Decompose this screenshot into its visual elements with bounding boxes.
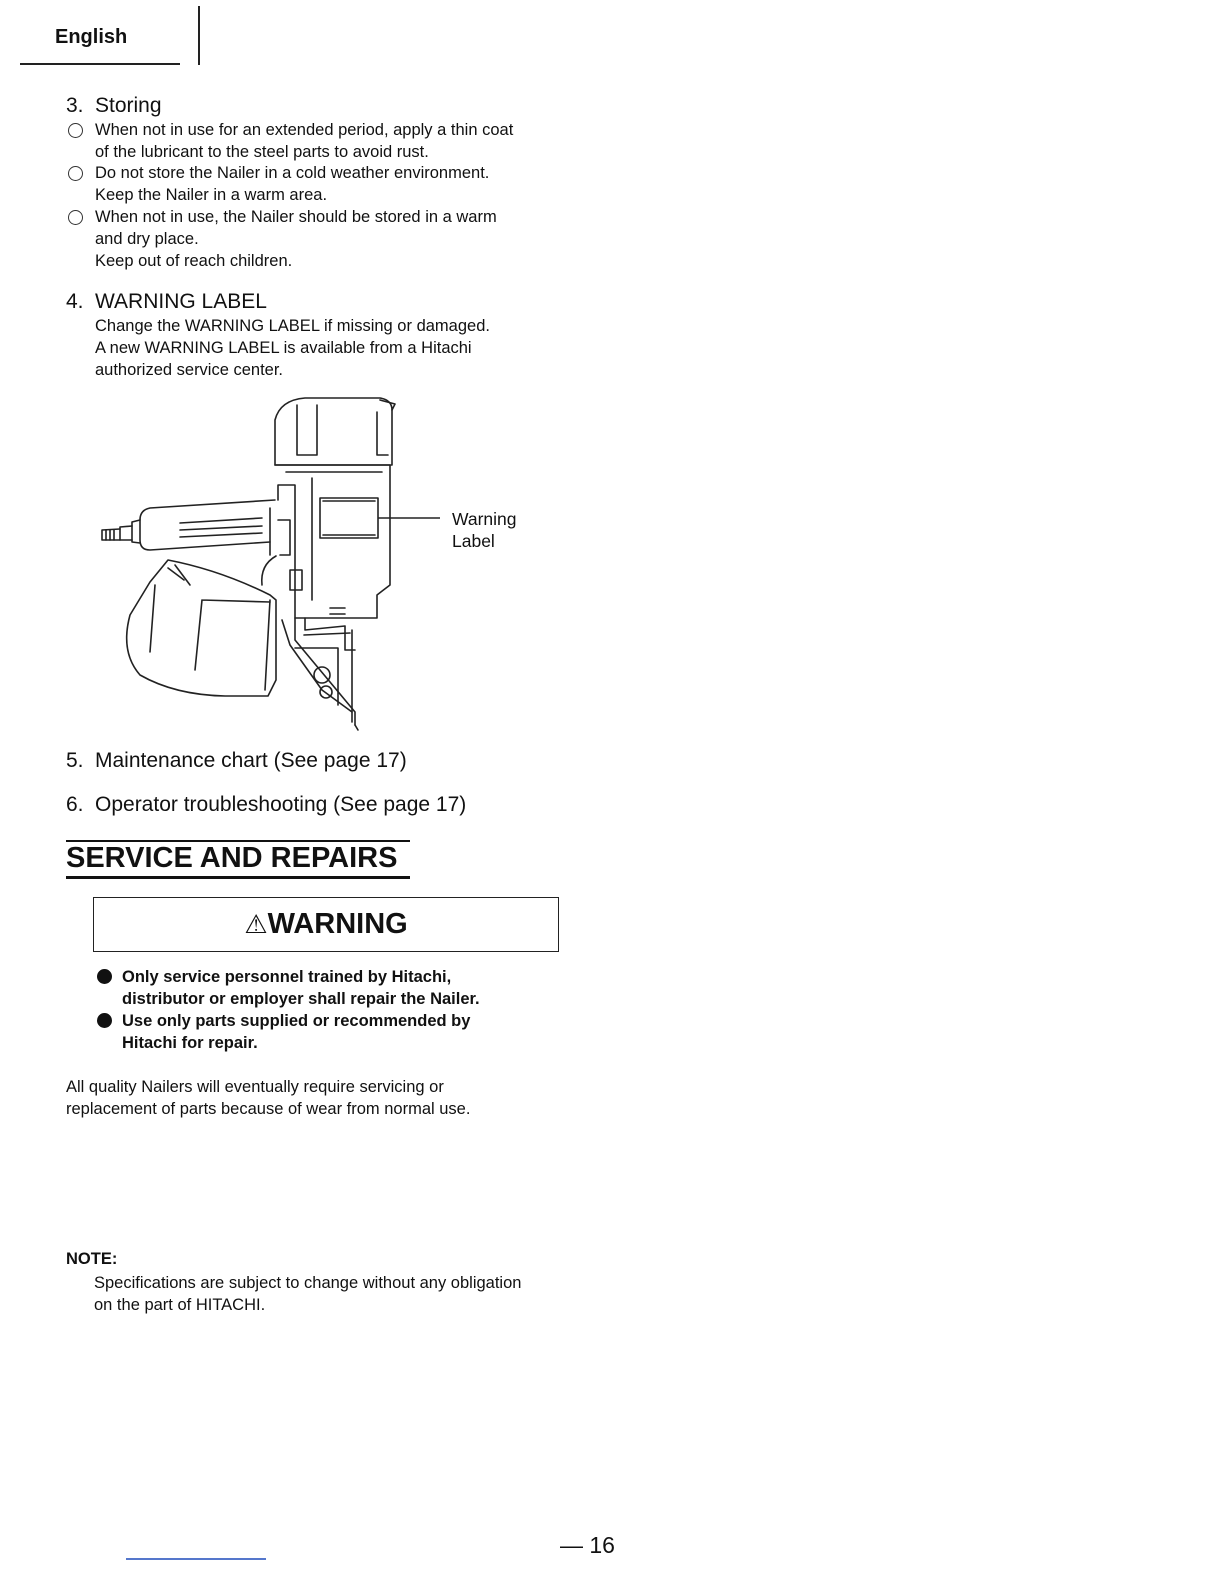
callout-line-1: Warning (452, 509, 517, 529)
service-rule-bottom (66, 876, 410, 879)
circle-bullet-icon (68, 166, 83, 181)
warning-label-number: 4. (66, 290, 84, 313)
page-number: — 16 (560, 1532, 615, 1558)
storing-item-2-line-2: Keep the Nailer in a warm area. (95, 186, 328, 204)
storing-item-1 (95, 119, 513, 163)
warning-item-1 (122, 966, 480, 1010)
warning-label-text (95, 315, 490, 381)
filled-bullet-icon (97, 969, 112, 984)
warning-heading (94, 908, 558, 941)
callout-line-2: Label (452, 531, 495, 551)
language-label: English (55, 26, 128, 48)
footer-rule (126, 1558, 266, 1560)
note-line-2: on the part of HITACHI. (94, 1296, 266, 1314)
coil-nailer-illustration (90, 390, 550, 735)
maintenance-heading (66, 749, 407, 773)
troubleshooting-number: 6. (66, 793, 84, 816)
storing-title: Storing (95, 94, 162, 117)
warning-box (93, 897, 559, 952)
warning-title: WARNING (267, 908, 408, 940)
circle-bullet-icon (68, 210, 83, 225)
service-paragraph-line-1: All quality Nailers will eventually require servicing or (66, 1078, 444, 1096)
storing-number: 3. (66, 94, 84, 117)
warning-item-2-line-2: Hitachi for repair. (122, 1034, 258, 1052)
storing-heading (66, 94, 162, 118)
warning-item-1-line-2: distributor or employer shall repair the Nailer. (122, 990, 480, 1008)
warning-item-2 (122, 1010, 470, 1054)
storing-item-3-line-2: and dry place. (95, 230, 199, 248)
maintenance-number: 5. (66, 749, 84, 772)
tab-underline (20, 63, 180, 65)
language-tab (20, 0, 180, 65)
troubleshooting-heading (66, 793, 466, 817)
note-text (94, 1272, 521, 1316)
troubleshooting-text: Operator troubleshooting (See page 17) (95, 793, 467, 816)
circle-bullet-icon (68, 123, 83, 138)
storing-item-3 (95, 206, 497, 272)
storing-item-3-line-1: When not in use, the Nailer should be stored in a warm (95, 208, 497, 226)
filled-bullet-icon (97, 1013, 112, 1028)
warning-item-1-line-1: Only service personnel trained by Hitachi, (122, 968, 452, 986)
note-line-1: Specifications are subject to change without any obligation (94, 1274, 522, 1292)
tab-divider (198, 6, 200, 65)
warning-label-line-1: Change the WARNING LABEL if missing or damaged. (95, 317, 490, 335)
warning-item-2-line-1: Use only parts supplied or recommended by (122, 1012, 471, 1030)
storing-item-1-line-1: When not in use for an extended period, apply a thin coat (95, 121, 514, 139)
note-heading: NOTE: (66, 1250, 118, 1268)
warning-label-line-3: authorized service center. (95, 361, 284, 379)
storing-item-2 (95, 162, 489, 206)
warning-label-title: WARNING LABEL (95, 290, 267, 313)
warning-label-line-2: A new WARNING LABEL is available from a Hitachi (95, 339, 472, 357)
storing-item-3-line-3: Keep out of reach children. (95, 252, 293, 270)
storing-item-1-line-2: of the lubricant to the steel parts to avoid rust. (95, 143, 429, 161)
warning-triangle-icon: ⚠ (244, 910, 268, 940)
storing-item-2-line-1: Do not store the Nailer in a cold weather environment. (95, 164, 490, 182)
service-repairs-title: SERVICE AND REPAIRS (66, 842, 398, 874)
figure-callout (452, 508, 517, 552)
warning-label-heading (66, 290, 267, 314)
maintenance-text: Maintenance chart (See page 17) (95, 749, 407, 772)
service-paragraph-line-2: replacement of parts because of wear from normal use. (66, 1100, 471, 1118)
service-paragraph (66, 1076, 470, 1120)
